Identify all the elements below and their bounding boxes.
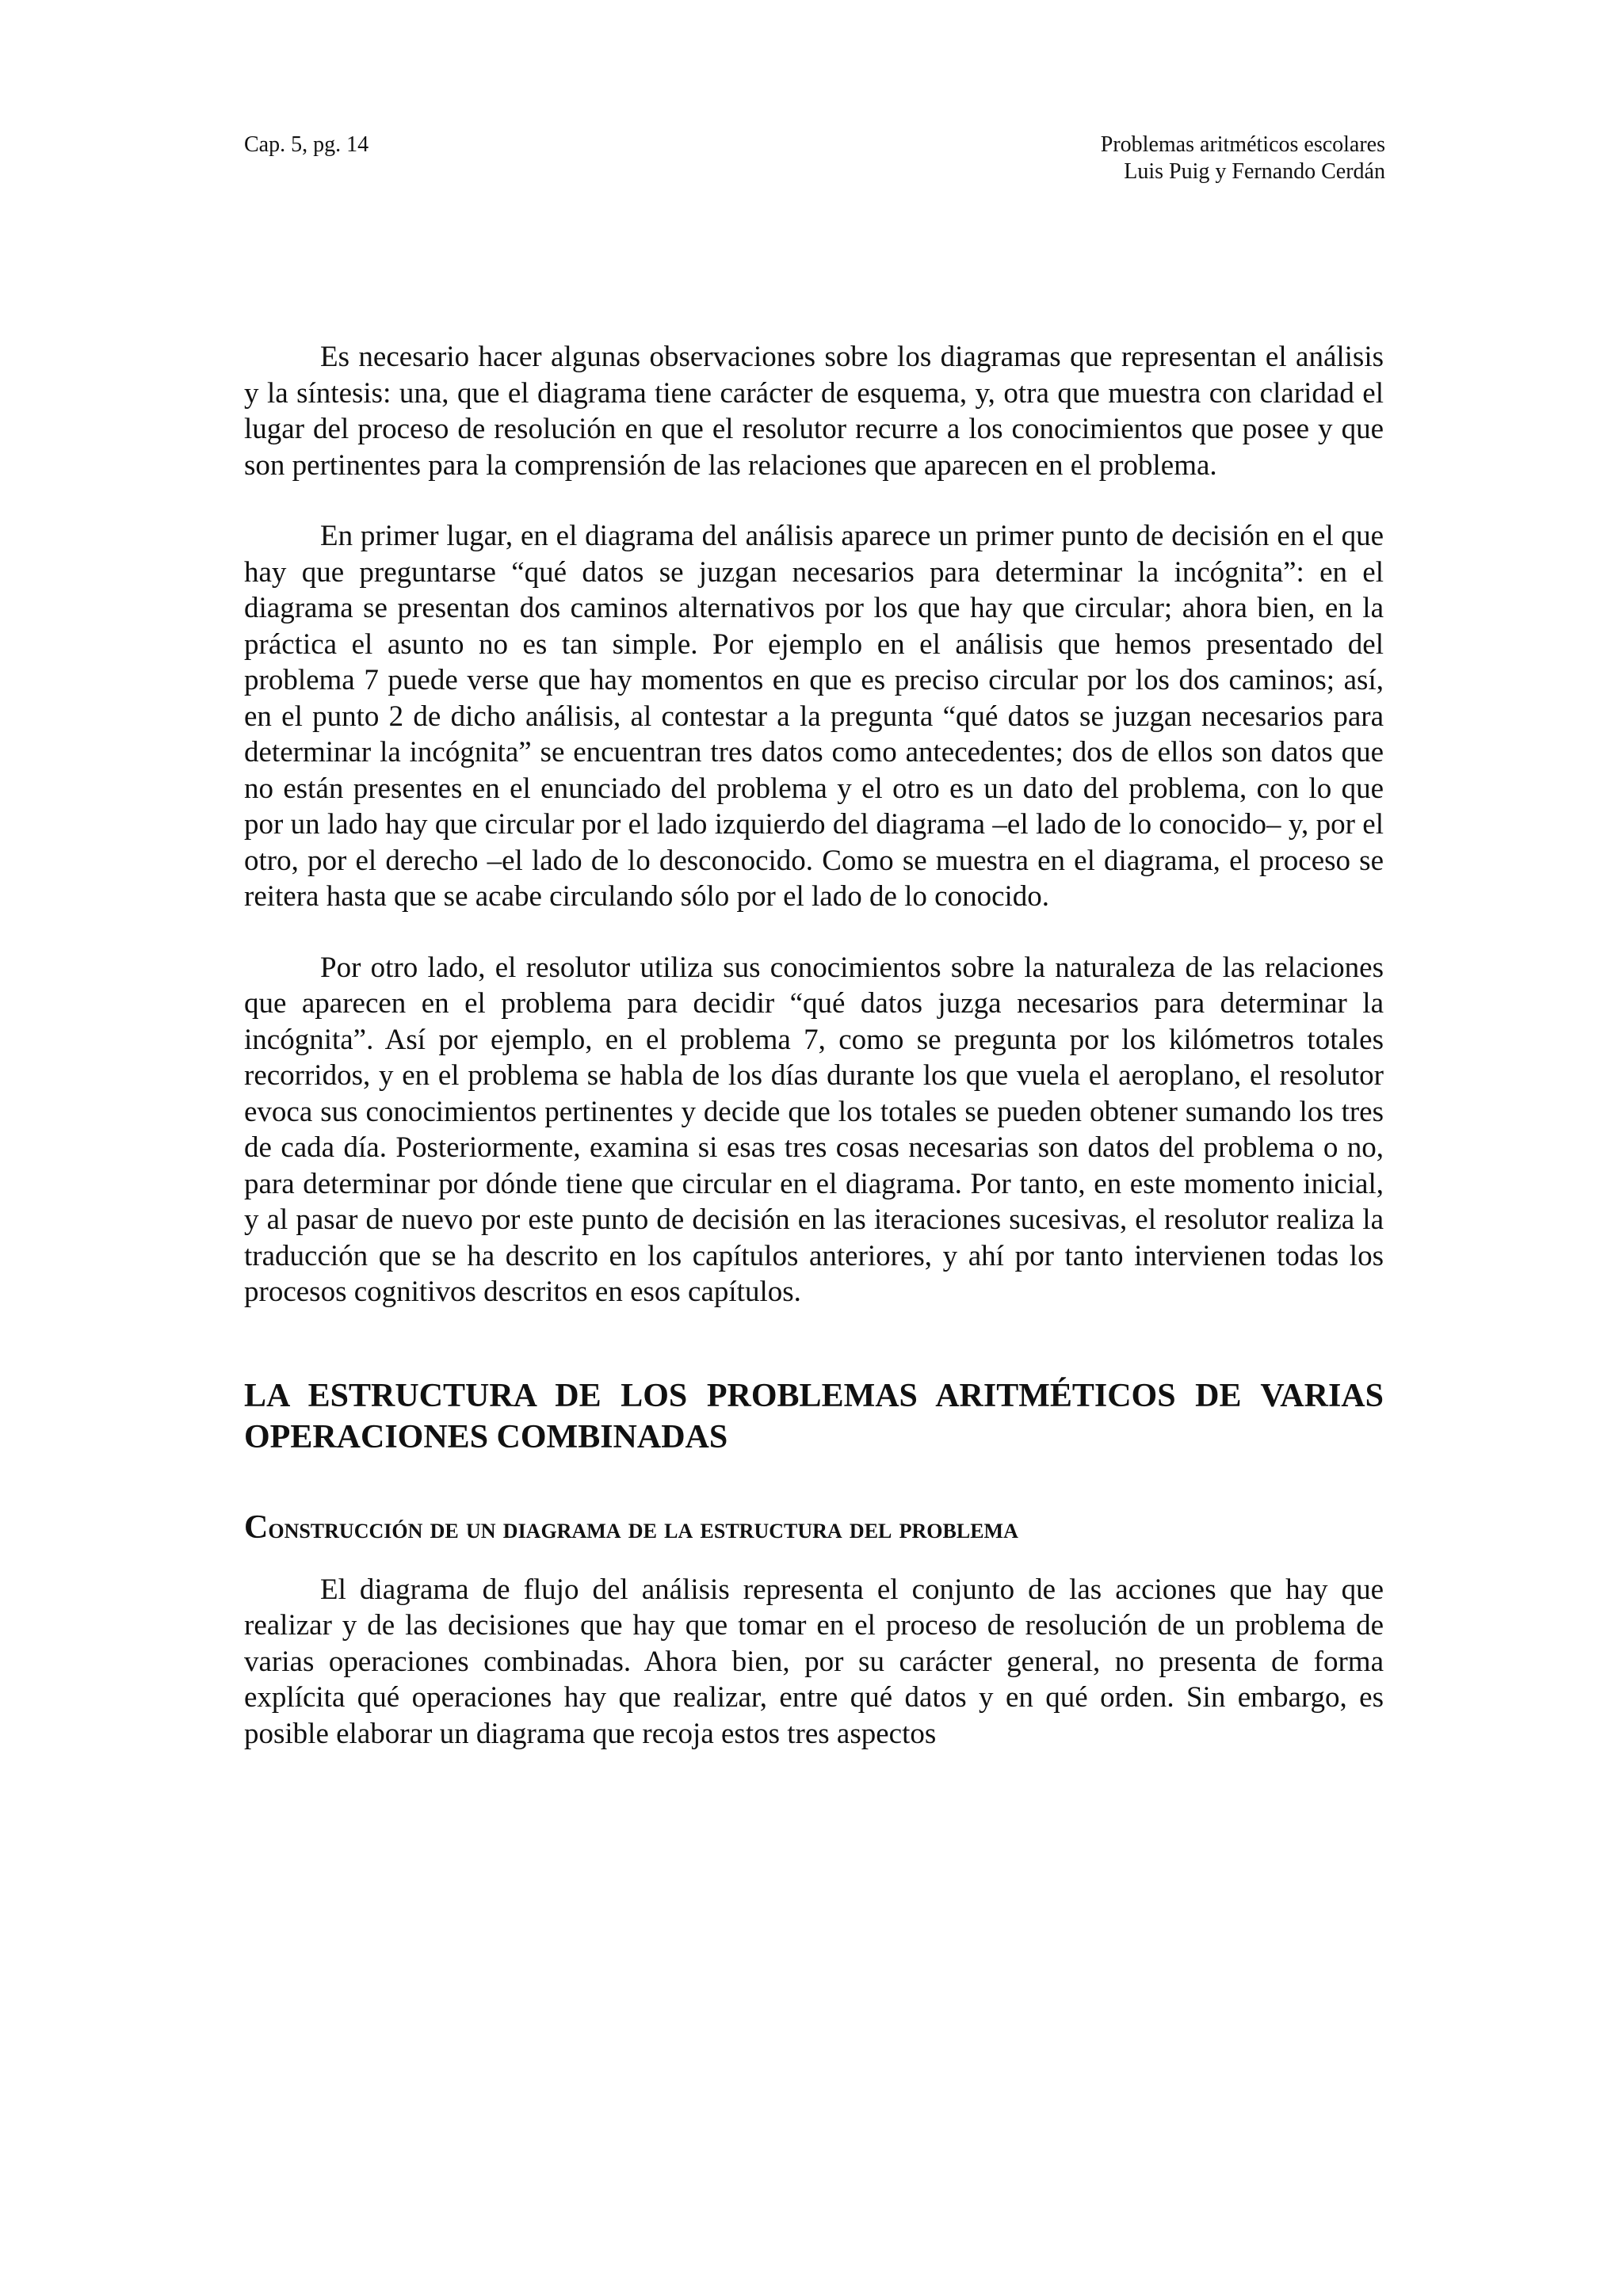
subsection-heading-initial: C (244, 1508, 269, 1546)
paragraph-1: Es necesario hacer algunas observaciones sobre los diagramas que representan el análisis y la síntesis: una, que el diagrama tiene carácter de esquema, y, otra que muestra con claridad el lugar del proceso de resolución en que el resolutor recurre a los conocimientos que posee y que son pertinentes para la comprensión de las relaciones que aparecen en el problema. (244, 341, 1384, 482)
paragraph-3: Por otro lado, el resolutor utiliza sus conocimientos sobre la naturaleza de las relaciones que aparecen en el problema para decidir “qué datos juzga necesarios para determinar la incógnita”. Así por ejemplo, en el problema 7, como se pregunta por los kilómetros totales recorridos, y en el problema se habla de los días durante los que vuela el aeroplano, el resolutor evoca sus conocimientos pertinentes y decide que los totales se pueden obtener sumando los tres de cada día. Posteriormente, examina si esas tres cosas necesarias son datos del problema o no, para determinar por dónde tiene que circular en el diagrama. Por tanto, en este momento inicial, y al pasar de nuevo por este punto de decisión en las iteraciones sucesivas, el resolutor realiza la traducción que se ha descrito en los capítulos anteriores, y ahí por tanto intervienen todas los procesos cognitivos descritos en esos capítulos. (244, 951, 1384, 1308)
book-title: Problemas aritméticos escolares (1100, 132, 1385, 157)
book-authors: Luis Puig y Fernando Cerdán (1124, 159, 1385, 184)
page-header-chapter: Cap. 5, pg. 14 (244, 132, 369, 157)
paragraph-4: El diagrama de flujo del análisis representa el conjunto de las acciones que hay que realizar y de las decisiones que hay que tomar en el proceso de resolución de un problema de varias operaciones combinadas. Ahora bien, por su carácter general, no presenta de forma explícita qué operaciones hay que realizar, entre qué datos y en qué orden. Sin embargo, es posible elaborar un diagrama que recoja estos tres aspectos (244, 1573, 1384, 1750)
subsection-heading (244, 1508, 1384, 1548)
section-heading: LA ESTRUCTURA DE LOS PROBLEMAS ARITMÉTICOS DE VARIAS OPERACIONES COMBINADAS (244, 1377, 1384, 1455)
document-body (244, 339, 1384, 1752)
page-header-title (1101, 132, 1385, 185)
paragraph-2: En primer lugar, en el diagrama del análisis aparece un primer punto de decisión en el que hay que preguntarse “qué datos se juzgan necesarios para determinar la incógnita”: en el diagrama se presentan dos caminos alternativos por los que hay que circular; ahora bien, en la práctica el asunto no es tan simple. Por ejemplo en el análisis que hemos presentado del problema 7 puede verse que hay momentos en que es preciso circular por los dos caminos; así, en el punto 2 de dicho análisis, al contestar a la pregunta “qué datos se juzgan necesarios para determinar la incógnita” se encuentran tres datos como antecedentes; dos de ellos son datos que no están presentes en el enunciado del problema y el otro es un dato del problema, con lo que por un lado hay que circular por el lado izquierdo del diagrama –el lado de lo conocido– y, por el otro, por el derecho –el lado de lo desconocido. Como se muestra en el diagrama, el proceso se reitera hasta que se acabe circulando sólo por el lado de lo conocido. (244, 520, 1384, 913)
subsection-heading-rest: onstrucción de un diagrama de la estructura del problema (268, 1512, 1018, 1545)
